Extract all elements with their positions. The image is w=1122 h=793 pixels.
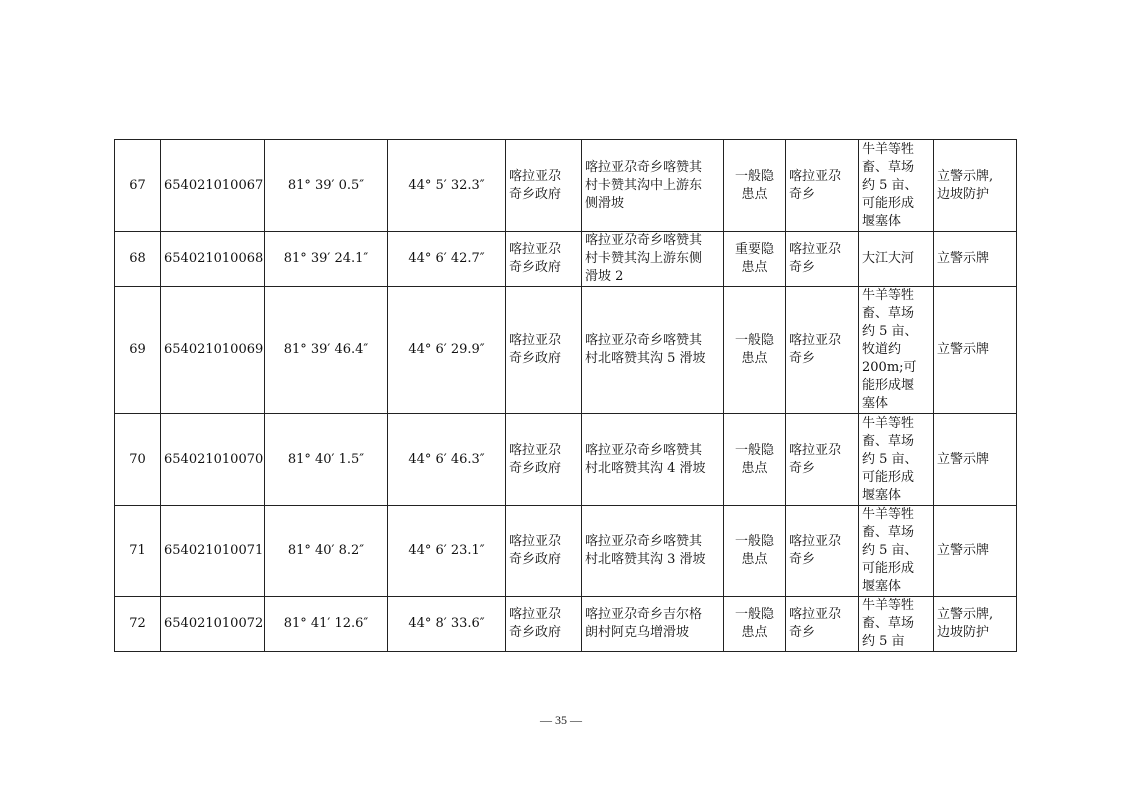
threat-object: 牛羊等牲 畜、草场 约 5 亩、 可能形成 堰塞体 <box>859 506 934 597</box>
responsible-unit: 喀拉亚尕 奇乡政府 <box>506 287 582 414</box>
row-number: 69 <box>115 287 161 414</box>
table-row <box>115 232 1017 287</box>
table-row <box>115 506 1017 597</box>
table-row <box>115 287 1017 414</box>
hazard-level: 一般隐 患点 <box>724 597 786 652</box>
threat-object: 大江大河 <box>859 232 934 287</box>
township: 喀拉亚尕 奇乡 <box>786 506 859 597</box>
row-number: 71 <box>115 506 161 597</box>
longitude: 81° 39′ 0.5″ <box>265 140 388 232</box>
township: 喀拉亚尕 奇乡 <box>786 232 859 287</box>
prevention-measures: 立警示牌, 边坡防护 <box>934 597 1017 652</box>
threat-object: 牛羊等牲 畜、草场 约 5 亩 <box>859 597 934 652</box>
hazard-code: 654021010067 <box>161 140 265 232</box>
prevention-measures: 立警示牌 <box>934 232 1017 287</box>
township: 喀拉亚尕 奇乡 <box>786 597 859 652</box>
threat-object: 牛羊等牲 畜、草场 约 5 亩、 可能形成 堰塞体 <box>859 140 934 232</box>
location-name: 喀拉亚尕奇乡吉尔格 朗村阿克乌增滑坡 <box>582 597 724 652</box>
hazard-code: 654021010070 <box>161 414 265 506</box>
responsible-unit: 喀拉亚尕 奇乡政府 <box>506 597 582 652</box>
threat-object: 牛羊等牲 畜、草场 约 5 亩、 可能形成 堰塞体 <box>859 414 934 506</box>
longitude: 81° 40′ 1.5″ <box>265 414 388 506</box>
prevention-measures: 立警示牌 <box>934 287 1017 414</box>
longitude: 81° 41′ 12.6″ <box>265 597 388 652</box>
latitude: 44° 6′ 29.9″ <box>388 287 506 414</box>
row-number: 68 <box>115 232 161 287</box>
hazard-level: 重要隐 患点 <box>724 232 786 287</box>
prevention-measures: 立警示牌, 边坡防护 <box>934 140 1017 232</box>
latitude: 44° 8′ 33.6″ <box>388 597 506 652</box>
row-number: 70 <box>115 414 161 506</box>
hazard-level: 一般隐 患点 <box>724 287 786 414</box>
hazard-code: 654021010072 <box>161 597 265 652</box>
hazard-code: 654021010068 <box>161 232 265 287</box>
hazard-code: 654021010071 <box>161 506 265 597</box>
table-row <box>115 597 1017 652</box>
hazard-point-table <box>114 139 1017 652</box>
table-row <box>115 140 1017 232</box>
row-number: 72 <box>115 597 161 652</box>
longitude: 81° 40′ 8.2″ <box>265 506 388 597</box>
longitude: 81° 39′ 24.1″ <box>265 232 388 287</box>
location-name: 喀拉亚尕奇乡喀赞其 村北喀赞其沟 4 滑坡 <box>582 414 724 506</box>
prevention-measures: 立警示牌 <box>934 506 1017 597</box>
latitude: 44° 6′ 42.7″ <box>388 232 506 287</box>
hazard-level: 一般隐 患点 <box>724 140 786 232</box>
township: 喀拉亚尕 奇乡 <box>786 414 859 506</box>
longitude: 81° 39′ 46.4″ <box>265 287 388 414</box>
latitude: 44° 5′ 32.3″ <box>388 140 506 232</box>
responsible-unit: 喀拉亚尕 奇乡政府 <box>506 506 582 597</box>
township: 喀拉亚尕 奇乡 <box>786 287 859 414</box>
location-name: 喀拉亚尕奇乡喀赞其 村北喀赞其沟 3 滑坡 <box>582 506 724 597</box>
hazard-code: 654021010069 <box>161 287 265 414</box>
hazard-level: 一般隐 患点 <box>724 506 786 597</box>
row-number: 67 <box>115 140 161 232</box>
location-name: 喀拉亚尕奇乡喀赞其 村卡赞其沟上游东侧 滑坡 2 <box>582 232 724 287</box>
hazard-level: 一般隐 患点 <box>724 414 786 506</box>
latitude: 44° 6′ 46.3″ <box>388 414 506 506</box>
latitude: 44° 6′ 23.1″ <box>388 506 506 597</box>
prevention-measures: 立警示牌 <box>934 414 1017 506</box>
responsible-unit: 喀拉亚尕 奇乡政府 <box>506 140 582 232</box>
township: 喀拉亚尕 奇乡 <box>786 140 859 232</box>
page-number: — 35 — <box>540 713 582 727</box>
location-name: 喀拉亚尕奇乡喀赞其 村北喀赞其沟 5 滑坡 <box>582 287 724 414</box>
location-name: 喀拉亚尕奇乡喀赞其 村卡赞其沟中上游东 侧滑坡 <box>582 140 724 232</box>
responsible-unit: 喀拉亚尕 奇乡政府 <box>506 232 582 287</box>
threat-object: 牛羊等牲 畜、草场 约 5 亩、 牧道约 200m;可 能形成堰 塞体 <box>859 287 934 414</box>
responsible-unit: 喀拉亚尕 奇乡政府 <box>506 414 582 506</box>
table-row <box>115 414 1017 506</box>
